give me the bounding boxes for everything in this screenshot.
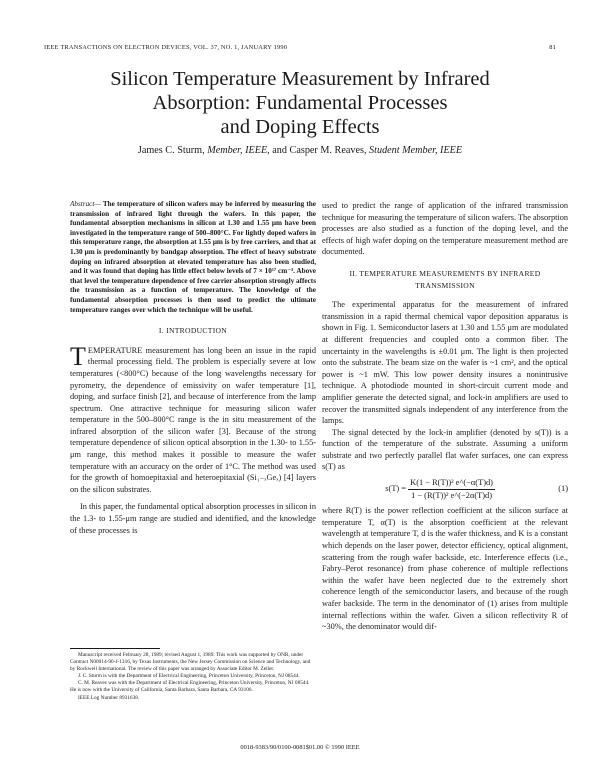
title-line-1: Silicon Temperature Measurement by Infrared <box>110 68 490 90</box>
section-2-heading-line-1: II. TEMPERATURE MEASUREMENTS BY INFRARED <box>349 268 541 278</box>
author-2: and Casper M. Reaves, <box>272 145 367 156</box>
equation-numerator: K(1 − R(T))² e^(−α(T)d) <box>408 477 495 490</box>
right-column <box>322 200 568 633</box>
author-1: James C. Sturm, <box>137 145 205 156</box>
abstract-text: The temperature of silicon wafers may be inferred by measuring the transmission of infrared light through the wafers. In this paper, the fundamental absorption mechanisms in silicon at 1.30 and 1.55 μm have been investigated in the temperature range of 500–800°C. For lightly doped wafers in this temperature range, the absorption at 1.55 μm is by free carriers, and that at 1.30 μm is predominantly by bandgap absorption. The effect of heavy substrate doping on infrared absorption at elevated temperature has also been studied, and it was found that doping has little effect below levels of 7 × 10¹⁷ cm⁻³. Above that level the temperature dependence of free carrier absorption strongly affects the transmission as a function of temperature. The knowledge of the fundamental absorption processes is then used to predict the ultimate temperature ranges over which the technique will be useful. <box>70 200 316 314</box>
intro-paragraph-2: In this paper, the fundamental optical absorption processes in silicon in the 1.3- to 1.55-μm range are studied and identified, and the knowledge of these processes is <box>70 502 316 535</box>
section-1-heading: I. INTRODUCTION <box>158 326 228 336</box>
equation-1 <box>322 477 568 501</box>
equation-lhs: s(T) = <box>385 484 407 494</box>
right-paragraph-0: used to predict the range of application of the infrared transmission technique for measuring the temperature of silicon wafers. The absorption processes are also studied as a function of the doping level, and the effects of high wafer doping on the temperature measurement method are documented. <box>322 201 568 257</box>
footnote-ieee-log: IEEE Log Number 8931638. <box>78 694 140 701</box>
intro-text-1: EMPERATURE measurement has long been an issue in the rapid thermal processing field. The problem is especially severe at low temperatures (<800°C) because of the long wavelengths necessary for pyrometry, the dependence of emissivity on wafer temperature [1], doping, and surface finish [2], and because of interference from the lamp spectrum. One attractive technique for measuring silicon wafer temperature in the 500–800°C range is the in situ measurement of the infrared absorption of the silicon wafer [3]. Because of the strong temperature dependence of silicon optical absorption in the 1.30- to 1.55-μm range, this method makes it possible to measure the wafer temperature with an accuracy on the order of 1°C. The method was used for the growth of homoepitaxial and heteroepitaxial (Si₁₋ₓGeₓ) [4] layers on the silicon substrates. <box>70 345 316 494</box>
drop-cap: T <box>70 341 86 371</box>
footnote-rule <box>70 648 160 649</box>
author-1-role: Member, IEEE, <box>207 145 270 156</box>
journal-line: IEEE TRANSACTIONS ON ELECTRON DEVICES, VOL. 37, NO. 1, JANUARY 1990 <box>44 44 288 51</box>
section-2-heading <box>322 268 568 291</box>
section-2-heading-line-2: TRANSMISSION <box>415 280 475 290</box>
author-2-role: Student Member, IEEE <box>369 145 463 156</box>
footnote-author-1: J. C. Sturm is with the Department of Electrical Engineering, Princeton University, Princeton, NJ 08544. <box>78 673 300 680</box>
equation-denominator: 1 − (R(T))² e^(−2α(T)d) <box>411 490 493 500</box>
footnote-author-2: C. M. Reaves was with the Department of Electrical Engineering, Princeton University, Princeton, NJ 08544. He is now with the University of California, Santa Barbara, Santa Barbara, CA 93106. <box>70 680 310 694</box>
right-paragraph-2: The signal detected by the lock-in amplifier (denoted by s(T)) is a function of the temperature of the substrate. Assuming a uniform substrate and two perfectly parallel flat wafer surfaces, one can express s(T) as <box>322 427 568 472</box>
left-column <box>70 200 316 536</box>
title-line-3: and Doping Effects <box>220 116 380 138</box>
running-header <box>44 44 556 51</box>
right-paragraph-1: The experimental apparatus for the measurement of infrared transmission in a rapid thermal chemical vapor deposition apparatus is shown in Fig. 1. Semiconductor lasers at 1.30 and 1.55 μm are modulated at different frequencies and coupled onto a common fiber. The uncertainty in the wavelengths is ±0.01 μm. The light is then projected onto the substrate. The beam size on the wafer is ~1 cm², and the optical power is ~1 mW. This low power density insures a nonintrusive technique. A photodiode mounted in short-circuit current mode and amplifier generate the detected signal, and lock-in amplifiers are used to recover the transmitted signals independent of any interference from the lamps. <box>322 300 568 426</box>
paper-title <box>60 67 540 139</box>
footnotes <box>70 652 316 702</box>
copyright-line: 0018-9383/90/0100-0081$01.00 © 1990 IEEE <box>240 744 360 751</box>
abstract <box>70 200 316 315</box>
equation-fraction <box>408 477 495 501</box>
page-number: 81 <box>549 44 556 51</box>
equation-number: (1) <box>558 484 568 494</box>
footnote-manuscript: Manuscript received February 28, 1989; revised August 1, 1989. This work was supported by ONR, under Contract N00014-90-J-1316, by Texas Instruments, the New Jersey Commission on Science and Technology, and by Rockwell International. The review of this paper was arranged by Associate Editor M. Zeller. <box>70 652 311 673</box>
right-paragraph-3: where R(T) is the power reflection coefficient at the silicon surface at temperature T, α(T) is the absorption coefficient at the relevant wavelength at temperature T, d is the wafer thickness, and K is a constant which depends on the laser power, detector efficiency, optical alignment, scattering from the rough wafer backside, etc. Interference effects (i.e., Fabry–Perot resonance) from phase coherence of multiple reflections within the wafer have been neglected due to the extremely short coherence length of the semiconductor lasers, and because of the rough wafer backside. The term in the denominator of (1) arises from multiple internal reflections within the wafer. Given a silicon reflectivity R of ~30%, the denominator would dif- <box>322 506 568 632</box>
author-line <box>40 145 560 156</box>
abstract-label: Abstract— <box>70 200 101 208</box>
intro-paragraph-1 <box>70 341 316 496</box>
title-line-2: Absorption: Fundamental Processes <box>152 92 448 114</box>
